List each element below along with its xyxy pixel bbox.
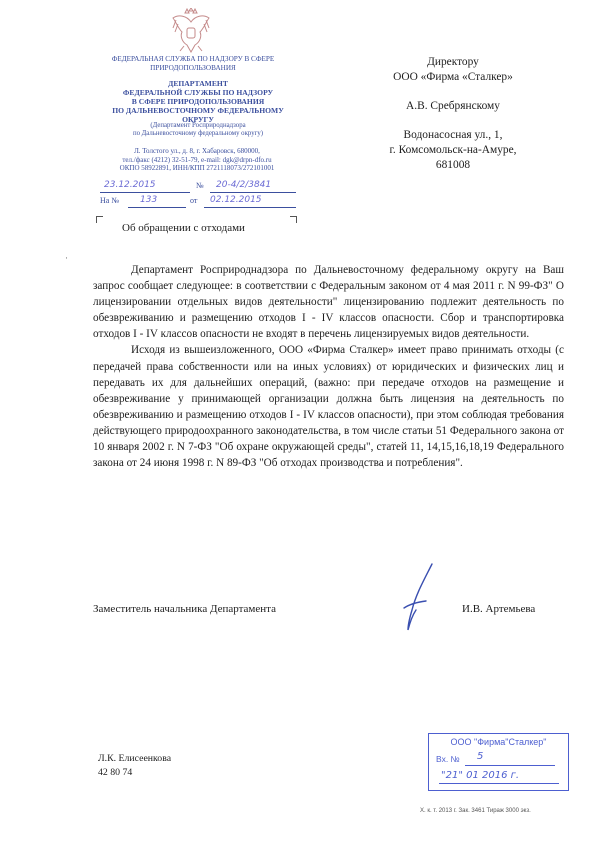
ref-number: 133 — [140, 195, 158, 205]
outgoing-number: 20-4/2/3841 — [216, 180, 272, 190]
recipient-city: г. Комсомольск-на-Амуре, — [389, 144, 517, 156]
department-short-name — [110, 122, 286, 139]
address-line-3: ОКПО 58922891, ИНН/КПП 2721118073/272101001 — [119, 164, 275, 173]
letter-body — [93, 262, 564, 471]
incoming-stamp — [428, 733, 569, 791]
signatory-name: И.В. Артемьева — [462, 603, 536, 615]
recipient-block — [340, 55, 566, 173]
dept-line-1: ДЕПАРТАМЕНТ — [168, 79, 228, 88]
ref-label: На № — [100, 196, 119, 205]
body-paragraph-2: Исходя из вышеизложенного, ООО «Фирма Сталкер» имеет право принимать отходы (с передачей права собственности или на иных условиях) от юридических и физических лиц и передавать их для дальнейших операций, (важно: при передаче отходов на размещение и обезвреживание у принимающей организации должна быть лицензия на деятельность по обезвреживанию и размещению отходов I - IV классов опасности), при этом соблюдая требования действующего природоохранного законодательства, в том числе статьи 51 Федерального закона от 10 января 2002 г. N 7-ФЗ "Об охране окружающей среды", статей 11, 14,15,16,18,19 Федерального закона от 24 июня 1998 г. N 89-ФЗ "Об отходах производства и потребления". — [93, 344, 564, 470]
recipient-name: А.В. Сребрянскому — [406, 100, 500, 112]
federal-service-name — [108, 55, 278, 74]
service-line-1: ФЕДЕРАЛЬНАЯ СЛУЖБА ПО НАДЗОРУ В СФЕРЕ — [111, 55, 275, 63]
subject-line: Об обращении с отходами — [122, 222, 245, 234]
margin-mark: · — [65, 253, 68, 263]
recipient-postcode: 681008 — [435, 159, 471, 171]
recipient-street: Водонасосная ул., 1, — [403, 129, 503, 141]
paren-line-2: по Дальневосточному федеральному округу) — [132, 130, 264, 138]
department-name — [100, 79, 296, 124]
ref-date: 02.12.2015 — [210, 195, 262, 205]
print-info: Х. к. т. 2013 г. Зак. 3461 Тираж 3000 экз. — [420, 808, 531, 814]
handwritten-signature — [388, 560, 448, 640]
paren-line-1: (Департамент Росприроднадзора — [150, 122, 246, 129]
executor-name: Л.К. Елисеенкова — [98, 753, 172, 764]
stamp-title: ООО "Фирма"Сталкер" — [450, 737, 547, 747]
dept-line-2: ФЕДЕРАЛЬНОЙ СЛУЖБЫ ПО НАДЗОРУ — [122, 88, 274, 97]
stamp-in-number: 5 — [477, 751, 484, 762]
dept-line-5: ОКРУГУ — [182, 115, 214, 124]
stamp-in-label: Вх. № — [436, 754, 460, 764]
number-label: № — [196, 181, 204, 190]
executor-info — [98, 752, 171, 779]
coat-of-arms-emblem — [170, 8, 212, 54]
reference-registration — [100, 195, 296, 209]
dept-line-4: ПО ДАЛЬНЕВОСТОЧНОМУ ФЕДЕРАЛЬНОМУ — [112, 106, 284, 115]
recipient-title: Директору — [427, 56, 479, 68]
ref-from-label: от — [190, 196, 198, 205]
address-line-2: тел./факс (4212) 32-51-79, e-mail: dgk@drpn-dfo.ru — [122, 155, 272, 164]
recipient-company: ООО «Фирма «Сталкер» — [393, 71, 513, 83]
department-address — [98, 147, 296, 173]
signatory-position: Заместитель начальника Департамента — [93, 603, 276, 615]
dept-line-3: В СФЕРЕ ПРИРОДОПОЛЬЗОВАНИЯ — [131, 97, 265, 106]
subject-corner-left — [96, 216, 103, 223]
address-line-1: Л. Толстого ул., д. 8, г. Хабаровск, 680000, — [134, 147, 260, 155]
executor-phone: 42 80 74 — [98, 766, 133, 778]
body-paragraph-1: Департамент Росприроднадзора по Дальневосточному федеральному округу на Ваш запрос сообщает следующее: в соответствии с Федеральным законом от 4 мая 2011 г. N 99-ФЗ" О лицензировании отдельных видов деятельности" лицензированию подлежит деятельность по обезвреживанию и размещению отходов I - IV классов опасности. Сбор и транспортировка отходов I - IV классов опасности не входят в перечень лицензируемых видов деятельности. — [93, 264, 564, 341]
outgoing-registration — [100, 180, 296, 194]
service-line-2: ПРИРОДОПОЛЬЗОВАНИЯ — [150, 64, 236, 73]
outgoing-date: 23.12.2015 — [104, 180, 156, 190]
stamp-date: "21" 01 2016 г. — [441, 770, 520, 781]
subject-corner-right — [290, 216, 297, 223]
